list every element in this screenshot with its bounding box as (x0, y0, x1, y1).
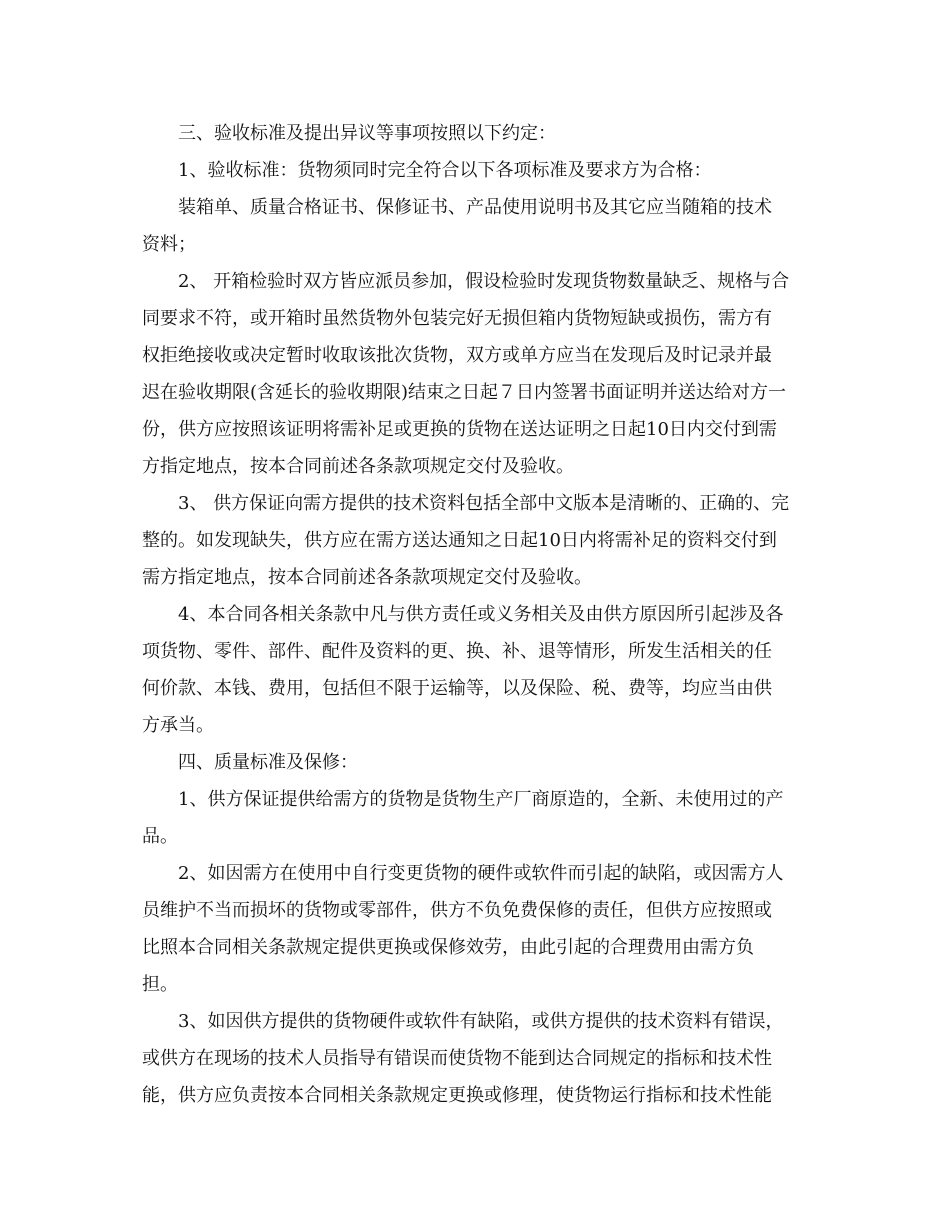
paragraph-line: 担。 (142, 974, 178, 995)
paragraph-line: 1、供方保证提供给需方的货物是货物生产厂商原造的，全新、未使用过的产 (178, 789, 784, 810)
paragraph-line: 项货物、零件、部件、配件及资料的更、换、补、退等情形，所发生活相关的任 (142, 641, 772, 662)
paragraph-line: 员维护不当而损坏的货物或零部件，供方不负免费保修的责任，但供方应按照或 (142, 900, 772, 921)
paragraph-line: 份，供方应按照该证明将需补足或更换的货物在送达证明之日起10日内交付到需 (142, 419, 777, 440)
paragraph-line: 3、 供方保证向需方提供的技术资料包括全部中文版本是清晰的、正确的、完 (178, 493, 790, 514)
paragraph-line: 装箱单、质量合格证书、保修证书、产品使用说明书及其它应当随箱的技术 (178, 197, 772, 218)
paragraph-line: 需方指定地点，按本合同前述各条款项规定交付及验收。 (142, 567, 592, 588)
paragraph-line: 何价款、本钱、费用，包括但不限于运输等，以及保险、税、费等，均应当由供 (142, 678, 772, 699)
paragraph-line: 品。 (142, 826, 178, 847)
paragraph-line: 整的。如发现缺失，供方应在需方送达通知之日起10日内将需补足的资料交付到 (142, 530, 777, 551)
paragraph-line: 能，供方应负责按本合同相关条款规定更换或修理，使货物运行指标和技术性能 (142, 1085, 772, 1106)
paragraph-line: 2、 开箱检验时双方皆应派员参加，假设检验时发现货物数量缺乏、规格与合 (178, 271, 790, 292)
paragraph-line: 2、如因需方在使用中自行变更货物的硬件或软件而引起的缺陷，或因需方人 (178, 863, 784, 884)
paragraph-line: 方指定地点，按本合同前述各条款项规定交付及验收。 (142, 456, 574, 477)
section-three-heading: 三、验收标准及提出异议等事项按照以下约定： (178, 123, 556, 144)
paragraph-line: 权拒绝接收或决定暂时收取该批次货物，双方或单方应当在发现后及时记录并最 (142, 345, 772, 366)
section-four-heading: 四、质量标准及保修： (178, 752, 358, 773)
paragraph-line: 比照本合同相关条款规定提供更换或保修效劳，由此引起的合理费用由需方负 (142, 937, 754, 958)
paragraph-line: 1、验收标准：货物须同时完全符合以下各项标准及要求方为合格： (178, 160, 712, 181)
paragraph-line: 或供方在现场的技术人员指导有错误而使货物不能到达合同规定的指标和技术性 (142, 1048, 772, 1069)
paragraph-line: 4、本合同各相关条款中凡与供方责任或义务相关及由供方原因所引起涉及各 (178, 604, 784, 625)
paragraph-line: 方承当。 (142, 715, 214, 736)
paragraph-line: 同要求不符，或开箱时虽然货物外包装完好无损但箱内货物短缺或损伤，需方有 (142, 308, 772, 329)
paragraph-line: 3、如因供方提供的货物硬件或软件有缺陷，或供方提供的技术资料有错误， (178, 1011, 784, 1032)
paragraph-line: 资料； (142, 234, 196, 255)
paragraph-line: 迟在验收期限(含延长的验收期限)结束之日起７日内签署书面证明并送达给对方一 (142, 382, 787, 403)
